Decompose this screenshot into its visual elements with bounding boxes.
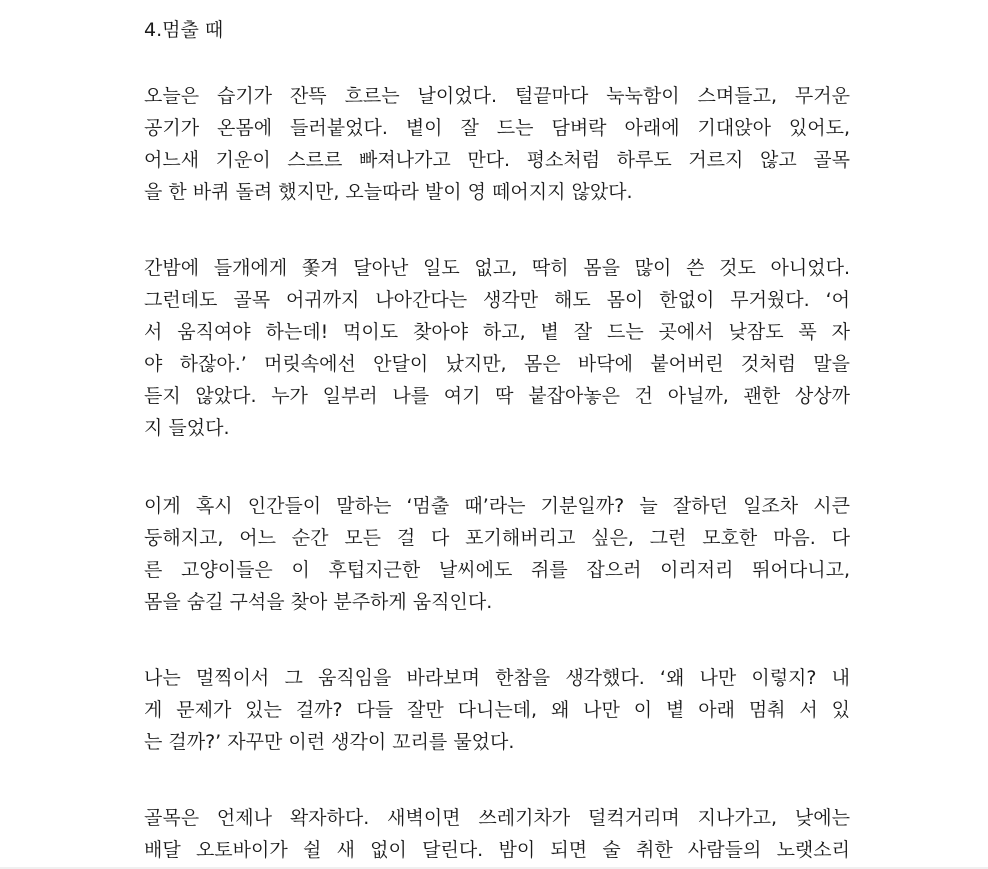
- text-line: 나는 멀찍이서 그 움직임을 바라보며 한참을 생각했다. ‘왜 나만 이렇지? 내: [144, 667, 850, 689]
- text-line: 게 문제가 있는 걸까? 다들 잘만 다니는데, 왜 나만 이 볕 아래 멈춰 서 있: [144, 699, 850, 721]
- text-line: 는 걸까?’ 자꾸만 이런 생각이 꼬리를 물었다.: [144, 731, 515, 753]
- text-line: 골목은 언제나 왁자하다. 새벽이면 쓰레기차가 덜컥거리며 지나가고, 낮에는: [144, 807, 850, 829]
- text-line: 야 하잖아.’ 머릿속에선 안달이 났지만, 몸은 바닥에 붙어버린 것처럼 말을: [144, 353, 850, 375]
- text-line: 오늘은 습기가 잔뜩 흐르는 날이었다. 털끝마다 눅눅함이 스며들고, 무거운: [144, 85, 850, 107]
- text-line: 공기가 온몸에 들러붙었다. 볕이 잘 드는 담벼락 아래에 기대앉아 있어도,: [144, 117, 850, 139]
- text-line: 몸을 숨길 구석을 찾아 분주하게 움직인다.: [144, 591, 493, 613]
- text-line: 배달 오토바이가 쉴 새 없이 달린다. 밤이 되면 술 취한 사람들의 노랫소리: [144, 839, 850, 861]
- paragraph: [144, 80, 850, 208]
- text-line: 이게 혹시 인간들이 말하는 ‘멈출 때’라는 기분일까? 늘 잘하던 일조차 시큰: [144, 495, 850, 517]
- paragraph: [144, 662, 850, 758]
- text-line: 을 한 바퀴 돌려 했지만, 오늘따라 발이 영 떼어지지 않았다.: [144, 181, 633, 203]
- paragraph: [144, 490, 850, 618]
- chapter-title: 4.멈출 때: [144, 19, 224, 41]
- text-line: 듣지 않았다. 누가 일부러 나를 여기 딱 붙잡아놓은 건 아닐까, 괜한 상상까: [144, 385, 850, 407]
- text-line: 그런데도 골목 어귀까지 나아간다는 생각만 해도 몸이 한없이 무거웠다. ‘어: [144, 289, 850, 311]
- text-line: 둥해지고, 어느 순간 모든 걸 다 포기해버리고 싶은, 그런 모호한 마음. 다: [144, 527, 850, 549]
- text-line: 간밤에 들개에게 쫓겨 달아난 일도 없고, 딱히 몸을 많이 쓴 것도 아니었다.: [144, 257, 850, 279]
- text-line: 서 움직여야 하는데! 먹이도 찾아야 하고, 볕 잘 드는 곳에서 낮잠도 푹 자: [144, 321, 850, 343]
- text-line: 지 들었다.: [144, 417, 230, 439]
- text-line: 른 고양이들은 이 후텁지근한 날씨에도 쥐를 잡으러 이리저리 뛰어다니고,: [144, 559, 850, 581]
- text-line: 어느새 기운이 스르르 빠져나가고 만다. 평소처럼 하루도 거르지 않고 골목: [144, 149, 850, 171]
- paragraph: [144, 802, 850, 866]
- paragraph: [144, 252, 850, 444]
